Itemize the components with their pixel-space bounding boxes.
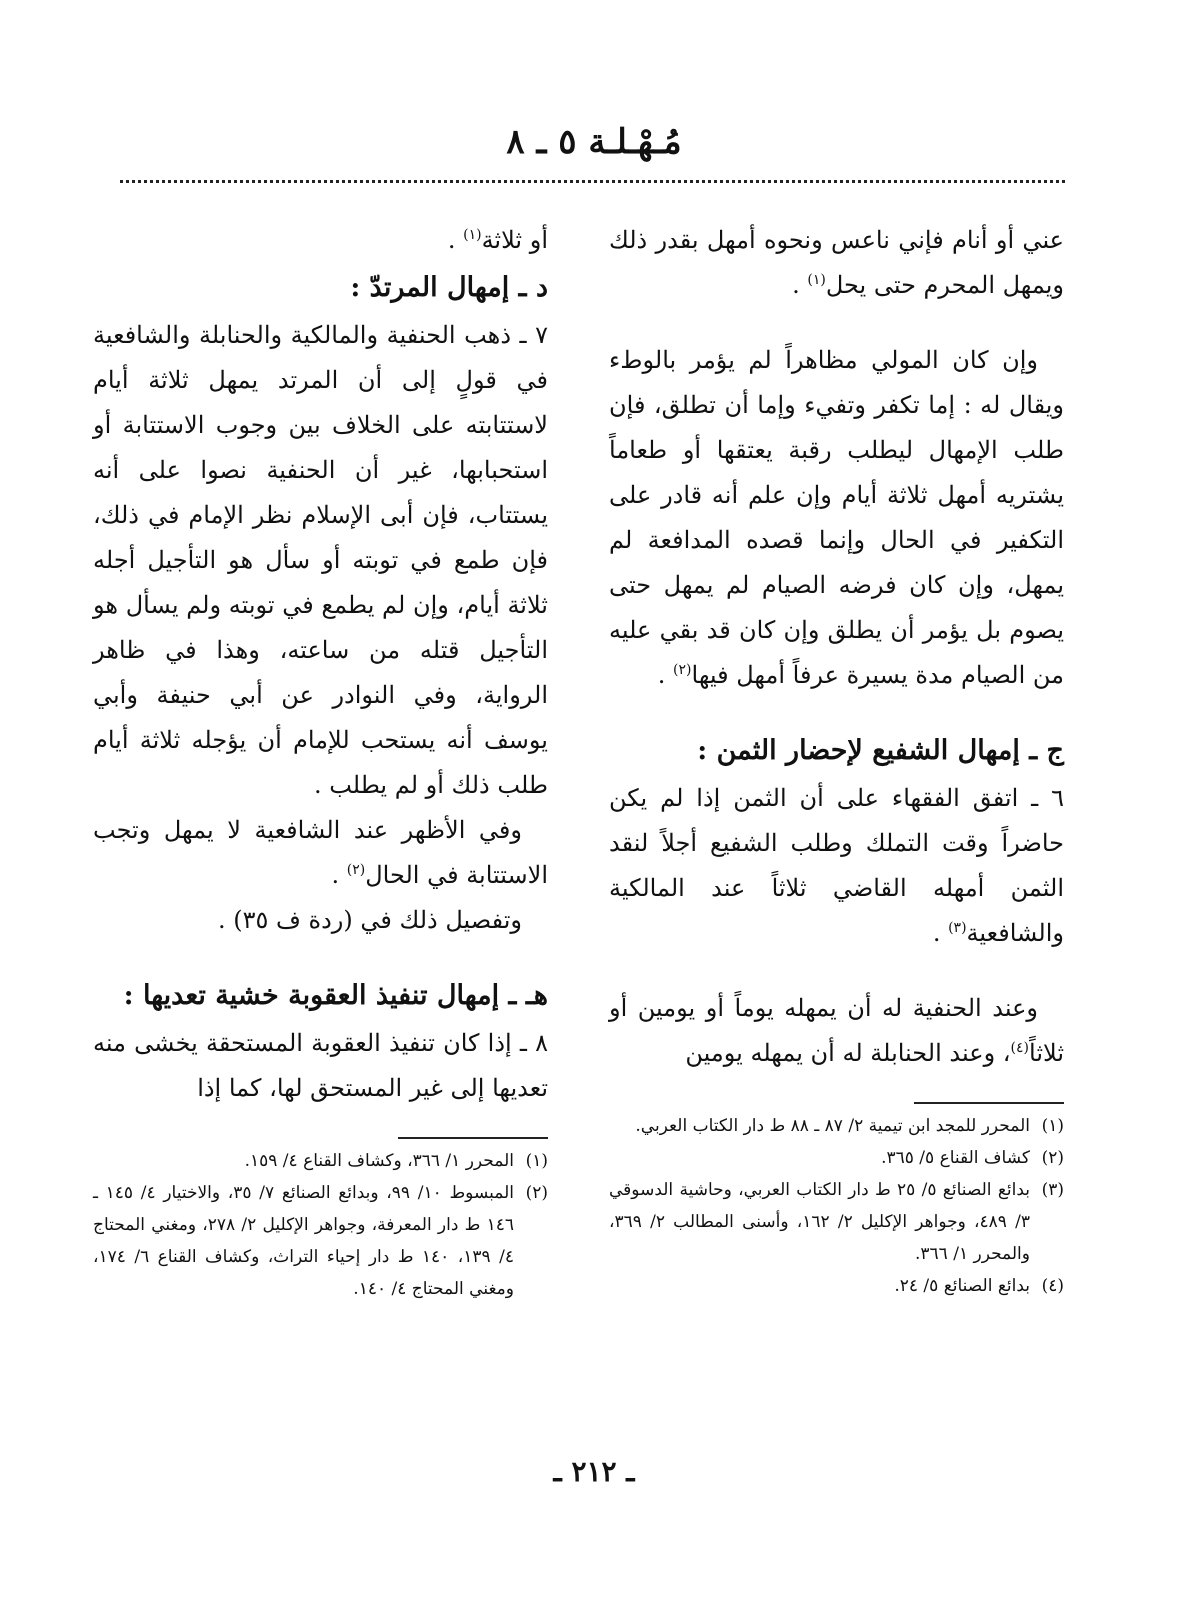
footnotes-left — [93, 1145, 548, 1305]
paragraph: ٨ ـ إذا كان تنفيذ العقوبة المستحقة يخشى منه تعديها إلى غير المستحق لها، كما إذا — [93, 1029, 548, 1102]
paragraph: عني أو أنام فإني ناعس ونحوه أمهل بقدر ذلك ويمهل المحرم حتى يحل$^{(١)}$ . — [609, 226, 1064, 299]
footnote-ref: (٣) — [948, 920, 967, 936]
section-heading-c: ج ـ إمهال الشفيع لإحضار الثمن : — [697, 735, 1064, 766]
footnote: (٢) المبسوط ١٠/ ٩٩، وبدائع الصنائع ٧/ ٣٥، والاختيار ٤/ ١٤٥ ـ ١٤٦ ط دار المعرفة، وجواهر الإكليل ٢/ ٢٧٨، ومغني المحتاج ٤/ ١٣٩، ١٤٠ ط دار إحياء التراث، وكشاف القناع ٦/ ١٧٤، ومغني المحتاج ٤/ ١٤٠. — [93, 1183, 548, 1299]
footnotes-right — [609, 1110, 1064, 1302]
right-column — [609, 218, 1064, 1302]
footnote: (٤) بدائع الصنائع ٥/ ٢٤. — [894, 1276, 1064, 1296]
footnote: (١) المحرر للمجد ابن تيمية ٢/ ٨٧ ـ ٨٨ ط دار الكتاب العربي. — [635, 1116, 1064, 1136]
paragraph: وعند الحنفية له أن يمهله يوماً أو يومين أو ثلاثاً$^{(٤)}$، وعند الحنابلة له أن يمهله يومين — [609, 994, 1064, 1067]
header-dotted-rule — [120, 180, 1065, 183]
footnote-rule — [398, 1137, 548, 1139]
footnote-ref: (٢) — [346, 862, 366, 878]
section-heading-e: هـ ـ إمهال تنفيذ العقوبة خشية تعديها : — [123, 980, 548, 1011]
left-column — [93, 218, 548, 1305]
paragraph: أو ثلاثة$^{(١)}$ . — [447, 226, 548, 254]
paragraph: ٦ ـ اتفق الفقهاء على أن الثمن إذا لم يكن حاضراً وقت التملك وطلب الشفيع أجلاً لنقد الثمن أمهله القاضي ثلاثاً عند المالكية والشافعية$^{(٣)}$ . — [609, 784, 1064, 947]
footnote: (٢) كشاف القناع ٥/ ٣٦٥. — [881, 1148, 1064, 1168]
footnote-ref: (٤) — [1010, 1040, 1029, 1056]
footnote: (٣) بدائع الصنائع ٥/ ٢٥ ط دار الكتاب العربي، وحاشية الدسوقي ٣/ ٤٨٩، وجواهر الإكليل ٢/ ١٦٢، وأسنى المطالب ٢/ ٣٦٩، والمحرر ١/ ٣٦٦. — [609, 1180, 1064, 1264]
section-heading-d: د ـ إمهال المرتدّ : — [350, 272, 548, 303]
footnote: (١) المحرر ١/ ٣٦٦، وكشاف القناع ٤/ ١٥٩. — [244, 1151, 548, 1171]
paragraph: وفي الأظهر عند الشافعية لا يمهل وتجب الاستتابة في الحال$^{(٢)}$ . — [93, 816, 548, 889]
paragraph: ٧ ـ ذهب الحنفية والمالكية والحنابلة والشافعية في قولٍ إلى أن المرتد يمهل ثلاثة أيام لاستتابته على الخلاف بين وجوب الاستتابة أو استحبابها، غير أن الحنفية نصوا على أنه يستتاب، فإن أبى الإسلام نظر الإمام في ذلك، فإن طمع في توبته أو سأل هو التأجيل أجله ثلاثة أيام، وإن لم يطمع في توبته ولم يسأل هو التأجيل قتله من ساعته، وهذا في ظاهر الرواية، وفي النوادر عن أبي حنيفة وأبي يوسف أنه يستحب للإمام أن يؤجله ثلاثة أيام طلب ذلك أو لم يطلب . — [93, 321, 548, 799]
footnote-rule — [914, 1102, 1064, 1104]
footnote-ref: (١) — [807, 272, 826, 288]
paragraph: وإن كان المولي مظاهراً لم يؤمر بالوطء ويقال له : إما تكفر وتفيء وإما أن تطلق، فإن طلب الإمهال ليطلب رقبة يعتقها أو طعاماً يشتريه أمهل ثلاثة أيام وإن علم أنه قادر على التكفير في الحال وإنما قصده المدافعة لم يمهل، وإن كان فرضه الصيام لم يمهل حتى يصوم بل يؤمر أن يطلق وإن كان قد بقي عليه من الصيام مدة يسيرة عرفاً أمهل فيها$^{(٢)}$ . — [609, 346, 1064, 689]
paragraph: وتفصيل ذلك في (ردة ف ٣٥) . — [218, 906, 522, 934]
footnote-ref: (١) — [463, 227, 482, 243]
page-number: ـ ٢١٢ ـ — [553, 1455, 635, 1488]
footnote-ref: (٢) — [673, 662, 692, 678]
running-header-title: مُـهْـلـة ٥ ـ ٨ — [506, 122, 682, 162]
